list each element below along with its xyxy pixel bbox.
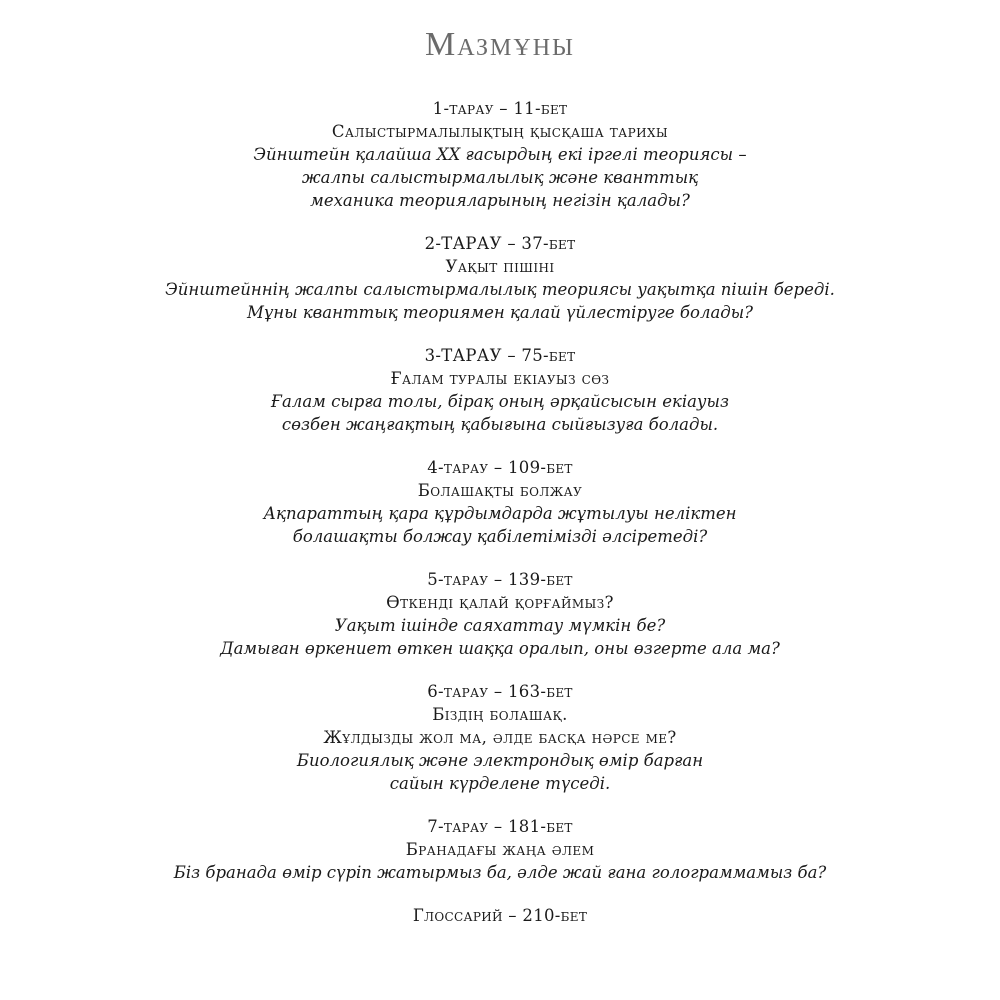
glossary-entry: Глоссарий – 210-бет [412, 906, 588, 925]
chapter-description: сайын күрделене түседі. [389, 774, 611, 793]
chapter-description: Ғалам сырға толы, бірақ оның әрқайсысын екіауыз [271, 392, 729, 411]
chapter-title: Жұлдызды жол ма, әлде басқа нәрсе ме? [323, 728, 677, 747]
chapter-title: Болашақты болжау [417, 481, 583, 500]
chapter-heading: 7-тарау – 181-бет [427, 817, 573, 836]
chapter-title: Бранадағы жаңа әлем [405, 840, 595, 859]
chapter-description: Уақыт ішінде саяхаттау мүмкін бе? [334, 616, 666, 635]
chapter-description: Биологиялық және электрондық өмір барған [296, 751, 704, 770]
chapter-7 [0, 815, 1000, 884]
chapter-description: Мұны кванттық теориямен қалай үйлестіруге болады? [246, 303, 754, 322]
chapter-6 [0, 680, 1000, 795]
chapter-heading: 1-тарау – 11-бет [432, 99, 568, 118]
chapter-title: Уақыт пішіні [445, 257, 555, 276]
chapter-heading: 6-тарау – 163-бет [427, 682, 573, 701]
chapter-heading: 5-тарау – 139-бет [427, 570, 573, 589]
chapter-4 [0, 456, 1000, 548]
chapter-title: Өткенді қалай қорғаймыз? [386, 593, 614, 612]
chapter-description: Ақпараттың қара құрдымдарда жұтылуы неліктен [263, 504, 737, 523]
chapter-5 [0, 568, 1000, 660]
chapter-1 [0, 97, 1000, 212]
chapter-title: Ғалам туралы екіауыз сөз [390, 369, 610, 388]
chapter-title: Салыстырмалылықтың қысқаша тарихы [331, 122, 669, 141]
chapter-description: Дамыған өркениет өткен шаққа оралып, оны өзгерте ала ма? [220, 639, 780, 658]
chapter-description: Эйнштейн қалайша XX ғасырдың екі іргелі теориясы – [253, 145, 747, 164]
chapter-description: сөзбен жаңғақтың қабығына сыйғызуға болады. [281, 415, 719, 434]
chapter-description: механика теорияларының негізін қалады? [310, 191, 690, 210]
chapter-description: жалпы салыстырмалылық және кванттық [301, 168, 699, 187]
contents-list [0, 97, 1000, 927]
chapter-heading: 3-ТАРАУ – 75-бет [424, 346, 576, 365]
page-title: Мазмұны [425, 26, 575, 63]
chapter-2 [0, 232, 1000, 324]
chapter-title: Біздің болашақ. [432, 705, 568, 724]
chapter-description: болашақты болжау қабілетімізді әлсіретеді? [292, 527, 708, 546]
chapter-description: Эйнштейннің жалпы салыстырмалылық теориясы уақытқа пішін береді. [165, 280, 835, 299]
chapter-3 [0, 344, 1000, 436]
chapter-description: Біз бранада өмір сүріп жатырмыз ба, әлде жай ғана голограммамыз ба? [173, 863, 827, 882]
chapter-heading: 2-ТАРАУ – 37-бет [424, 234, 576, 253]
chapter-heading: 4-тарау – 109-бет [427, 458, 573, 477]
